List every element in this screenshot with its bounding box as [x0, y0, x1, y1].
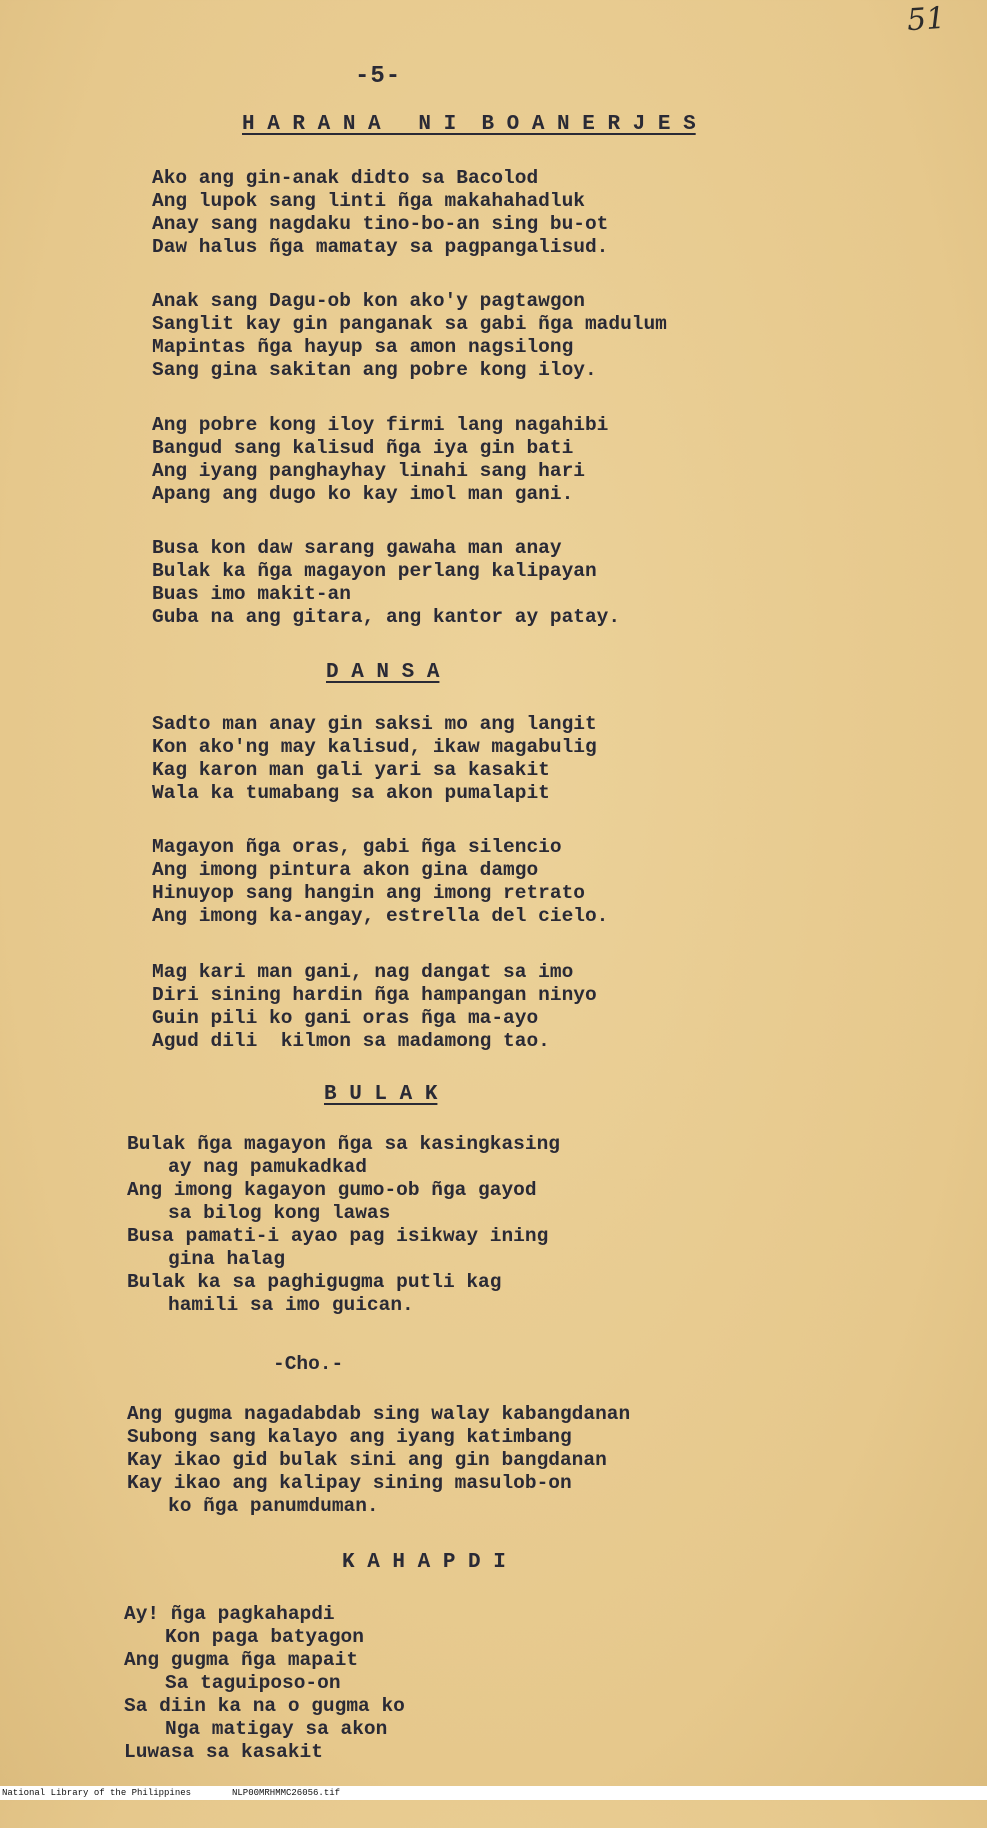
corner-page-number: 51 [905, 0, 947, 39]
section-title-dansa: D A N S A [326, 661, 440, 684]
bulak-chorus [127, 1403, 630, 1518]
poem-line: Guba na ang gitara, ang kantor ay patay. [152, 606, 621, 628]
poem-line: Guin pili ko gani oras ñga ma-ayo [152, 1007, 539, 1029]
poem-line: Ang gugma nagadabdab sing walay kabangdanan [127, 1403, 631, 1425]
kahapdi-stanza-1 [124, 1603, 405, 1764]
section-title-harana: H A R A N A N I B O A N E R J E S [242, 113, 696, 136]
harana-stanza-2 [152, 290, 667, 382]
poem-line: Sang gina sakitan ang pobre kong iloy. [152, 359, 597, 381]
poem-line: Magayon ñga oras, gabi ñga silencio [152, 836, 562, 858]
poem-line: Anak sang Dagu-ob kon ako'y pagtawgon [152, 290, 585, 312]
bulak-stanza-1 [127, 1133, 560, 1317]
poem-line: ay nag pamukadkad [168, 1156, 367, 1178]
poem-line: Kay ikao ang kalipay sining masulob-on [127, 1472, 572, 1494]
poem-line: Diri sining hardin ñga hampangan ninyo [152, 984, 597, 1006]
footer-file-id: NLP00MRHMMC26056.tif [232, 1788, 341, 1798]
poem-line: Kon ako'ng may kalisud, ikaw magabulig [152, 736, 597, 758]
poem-line: Busa pamati-i ayao pag isikway ining [127, 1225, 549, 1247]
poem-line: Apang ang dugo ko kay imol man gani. [152, 483, 574, 505]
poem-line: Sanglit kay gin panganak sa gabi ñga madulum [152, 313, 667, 335]
dansa-stanza-3 [152, 961, 597, 1053]
poem-line: Ako ang gin-anak didto sa Bacolod [152, 167, 539, 189]
section-title-bulak: B U L A K [324, 1083, 438, 1106]
poem-line: Ang iyang panghayhay linahi sang hari [152, 460, 585, 482]
poem-line: Ang lupok sang linti ñga makahahadluk [152, 190, 585, 212]
poem-line: gina halag [168, 1248, 286, 1270]
poem-line: Luwasa sa kasakit [124, 1741, 323, 1763]
poem-line: Ang pobre kong iloy firmi lang nagahibi [152, 414, 609, 436]
poem-line: Kag karon man gali yari sa kasakit [152, 759, 550, 781]
poem-line: Sadto man anay gin saksi mo ang langit [152, 713, 597, 735]
poem-line: sa bilog kong lawas [168, 1202, 391, 1224]
poem-line: Bulak ka ñga magayon perlang kalipayan [152, 560, 597, 582]
poem-line: Sa diin ka na o gugma ko [124, 1695, 405, 1717]
footer-library: National Library of the Philippines [2, 1788, 192, 1798]
section-title-kahapdi: K A H A P D I [342, 1551, 506, 1574]
poem-line: ko ñga panumduman. [168, 1495, 379, 1517]
harana-stanza-1 [152, 167, 608, 259]
poem-line: Anay sang nagdaku tino-bo-an sing bu-ot [152, 213, 609, 235]
dansa-stanza-1 [152, 713, 597, 805]
poem-line: Hinuyop sang hangin ang imong retrato [152, 882, 585, 904]
scan-footer [0, 1786, 987, 1800]
poem-line: Ang gugma ñga mapait [124, 1649, 359, 1671]
poem-line: Busa kon daw sarang gawaha man anay [152, 537, 562, 559]
poem-line: Wala ka tumabang sa akon pumalapit [152, 782, 550, 804]
poem-line: Mag kari man gani, nag dangat sa imo [152, 961, 574, 983]
poem-line: Bangud sang kalisud ñga iya gin bati [152, 437, 574, 459]
poem-line: Ay! ñga pagkahapdi [124, 1603, 335, 1625]
harana-stanza-3 [152, 414, 608, 506]
harana-stanza-4 [152, 537, 620, 629]
poem-line: Bulak ñga magayon ñga sa kasingkasing [127, 1133, 560, 1155]
poem-line: Agud dili kilmon sa madamong tao. [152, 1030, 550, 1052]
dansa-stanza-2 [152, 836, 608, 928]
poem-line: Kay ikao gid bulak sini ang gin bangdanan [127, 1449, 607, 1471]
poem-line: hamili sa imo guican. [168, 1294, 414, 1316]
poem-line: Ang imong kagayon gumo-ob ñga gayod [127, 1179, 537, 1201]
poem-line: Kon paga batyagon [165, 1626, 364, 1648]
poem-line: Bulak ka sa paghigugma putli kag [127, 1271, 502, 1293]
poem-line: Sa taguiposo-on [165, 1672, 341, 1694]
chorus-label: -Cho.- [273, 1353, 344, 1375]
poem-line: Daw halus ñga mamatay sa pagpangalisud. [152, 236, 609, 258]
poem-line: Mapintas ñga hayup sa amon nagsilong [152, 336, 574, 358]
poem-line: Subong sang kalayo ang iyang katimbang [127, 1426, 572, 1448]
poem-line: Buas imo makit-an [152, 583, 351, 605]
page-number: -5- [355, 63, 402, 90]
poem-line: Nga matigay sa akon [165, 1718, 388, 1740]
poem-line: Ang imong ka-angay, estrella del cielo. [152, 905, 609, 927]
poem-line: Ang imong pintura akon gina damgo [152, 859, 539, 881]
